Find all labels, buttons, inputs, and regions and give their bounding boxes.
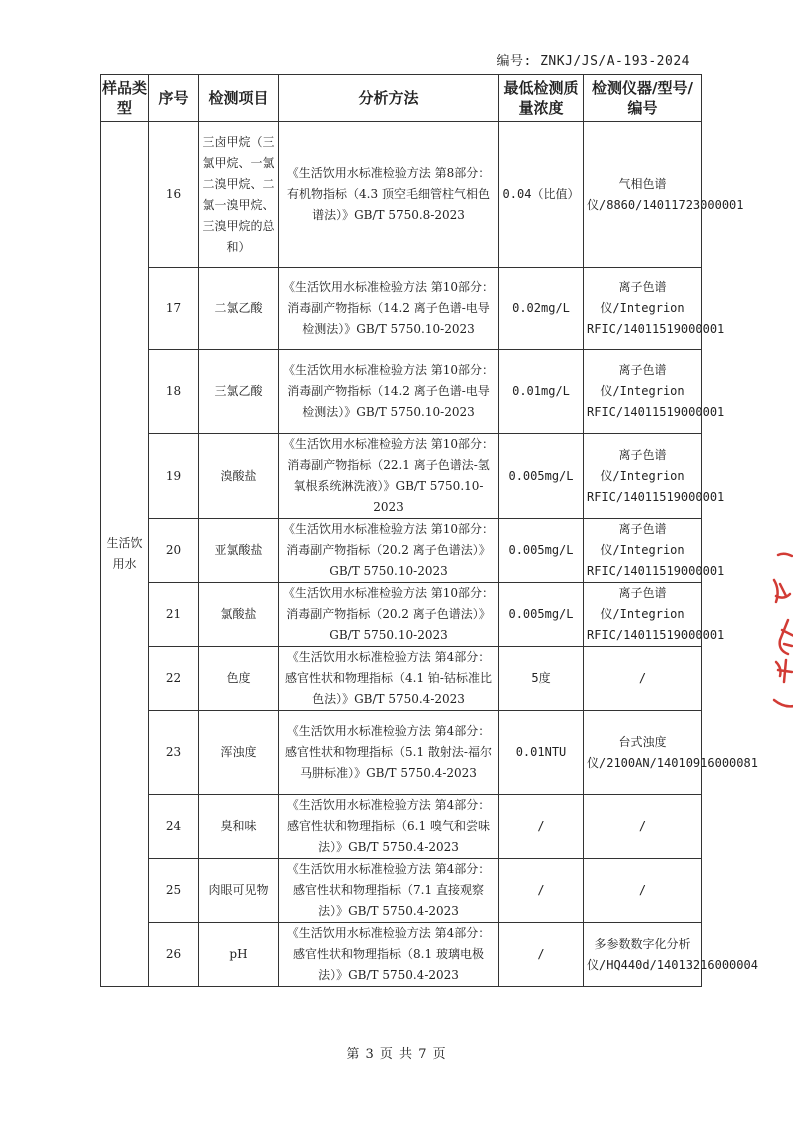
seq-cell: 21 (149, 583, 199, 647)
test-methods-table (100, 74, 758, 987)
red-seal-stamp-edge (770, 550, 793, 715)
table-row (101, 519, 702, 583)
table-row (101, 350, 702, 434)
table-row (101, 268, 702, 350)
method-cell: 《生活饮用水标准检验方法 第8部分：有机物指标（4.3 顶空毛细管柱气相色谱法）》GB/T 5750.8-2023 (279, 122, 499, 268)
instrument-cell: 离子色谱仪/Integrion RFIC/14011519000001 (584, 350, 702, 434)
item-cell: pH (199, 923, 279, 987)
header-instrument: 检测仪器/型号/编号 (584, 75, 702, 122)
min-conc-cell: / (499, 795, 584, 859)
item-cell: 肉眼可见物 (199, 859, 279, 923)
table-row (101, 711, 702, 795)
seq-cell: 20 (149, 519, 199, 583)
seq-cell: 16 (149, 122, 199, 268)
min-conc-cell: 0.005mg/L (499, 434, 584, 519)
item-cell: 三卤甲烷（三氯甲烷、一氯二溴甲烷、二氯一溴甲烷、三溴甲烷的总和） (199, 122, 279, 268)
instrument-cell: / (584, 859, 702, 923)
table-row (101, 434, 702, 519)
min-conc-cell: / (499, 923, 584, 987)
table-row (101, 859, 702, 923)
table-row (101, 795, 702, 859)
method-cell: 《生活饮用水标准检验方法 第10部分：消毒副产物指标（14.2 离子色谱-电导检测法）》GB/T 5750.10-2023 (279, 268, 499, 350)
header-min-conc: 最低检测质量浓度 (499, 75, 584, 122)
header-sample-type: 样品类型 (101, 75, 149, 122)
min-conc-cell: 0.02mg/L (499, 268, 584, 350)
item-cell: 臭和味 (199, 795, 279, 859)
instrument-cell: / (584, 647, 702, 711)
item-cell: 溴酸盐 (199, 434, 279, 519)
table-row (101, 923, 702, 987)
item-cell: 三氯乙酸 (199, 350, 279, 434)
min-conc-cell: 0.04（比值） (499, 122, 584, 268)
method-cell: 《生活饮用水标准检验方法 第4部分：感官性状和物理指标（8.1 玻璃电极法）》GB/T 5750.4-2023 (279, 923, 499, 987)
page-number: 第 3 页 共 7 页 (346, 1047, 447, 1062)
instrument-cell: 离子色谱仪/Integrion RFIC/14011519000001 (584, 519, 702, 583)
table-header-row (101, 75, 702, 122)
seq-cell: 26 (149, 923, 199, 987)
item-cell: 色度 (199, 647, 279, 711)
method-cell: 《生活饮用水标准检验方法 第10部分：消毒副产物指标（22.1 离子色谱法-氢氧根系统淋洗液）》GB/T 5750.10-2023 (279, 434, 499, 519)
item-cell: 浑浊度 (199, 711, 279, 795)
table-row (101, 122, 702, 268)
table-row (101, 647, 702, 711)
method-cell: 《生活饮用水标准检验方法 第4部分：感官性状和物理指标（6.1 嗅气和尝味法）》GB/T 5750.4-2023 (279, 795, 499, 859)
instrument-cell: / (584, 795, 702, 859)
min-conc-cell: 0.01mg/L (499, 350, 584, 434)
seq-cell: 25 (149, 859, 199, 923)
min-conc-cell: 0.01NTU (499, 711, 584, 795)
document-number: 编号: ZNKJ/JS/A-193-2024 (496, 54, 690, 69)
seq-cell: 19 (149, 434, 199, 519)
seq-cell: 23 (149, 711, 199, 795)
instrument-cell: 离子色谱仪/Integrion RFIC/14011519000001 (584, 434, 702, 519)
item-cell: 亚氯酸盐 (199, 519, 279, 583)
method-cell: 《生活饮用水标准检验方法 第10部分：消毒副产物指标（20.2 离子色谱法）》GB/T 5750.10-2023 (279, 519, 499, 583)
table-row (101, 583, 702, 647)
method-cell: 《生活饮用水标准检验方法 第4部分：感官性状和物理指标（4.1 铂-钴标准比色法）》GB/T 5750.4-2023 (279, 647, 499, 711)
method-cell: 《生活饮用水标准检验方法 第4部分：感官性状和物理指标（5.1 散射法-福尔马肼标准）》GB/T 5750.4-2023 (279, 711, 499, 795)
method-cell: 《生活饮用水标准检验方法 第4部分：感官性状和物理指标（7.1 直接观察法）》GB/T 5750.4-2023 (279, 859, 499, 923)
item-cell: 二氯乙酸 (199, 268, 279, 350)
instrument-cell: 气相色谱仪/8860/14011723000001 (584, 122, 702, 268)
instrument-cell: 台式浊度仪/2100AN/14010916000081 (584, 711, 702, 795)
min-conc-cell: / (499, 859, 584, 923)
header-seq: 序号 (149, 75, 199, 122)
min-conc-cell: 5度 (499, 647, 584, 711)
min-conc-cell: 0.005mg/L (499, 583, 584, 647)
seq-cell: 22 (149, 647, 199, 711)
seq-cell: 17 (149, 268, 199, 350)
header-item: 检测项目 (199, 75, 279, 122)
item-cell: 氯酸盐 (199, 583, 279, 647)
sample-type-cell: 生活饮用水 (101, 122, 149, 987)
instrument-cell: 离子色谱仪/Integrion RFIC/14011519000001 (584, 268, 702, 350)
seq-cell: 18 (149, 350, 199, 434)
method-cell: 《生活饮用水标准检验方法 第10部分：消毒副产物指标（20.2 离子色谱法）》GB/T 5750.10-2023 (279, 583, 499, 647)
header-method: 分析方法 (279, 75, 499, 122)
method-cell: 《生活饮用水标准检验方法 第10部分：消毒副产物指标（14.2 离子色谱-电导检测法）》GB/T 5750.10-2023 (279, 350, 499, 434)
min-conc-cell: 0.005mg/L (499, 519, 584, 583)
seq-cell: 24 (149, 795, 199, 859)
instrument-cell: 多参数数字化分析仪/HQ440d/14013216000004 (584, 923, 702, 987)
instrument-cell: 离子色谱仪/Integrion RFIC/14011519000001 (584, 583, 702, 647)
